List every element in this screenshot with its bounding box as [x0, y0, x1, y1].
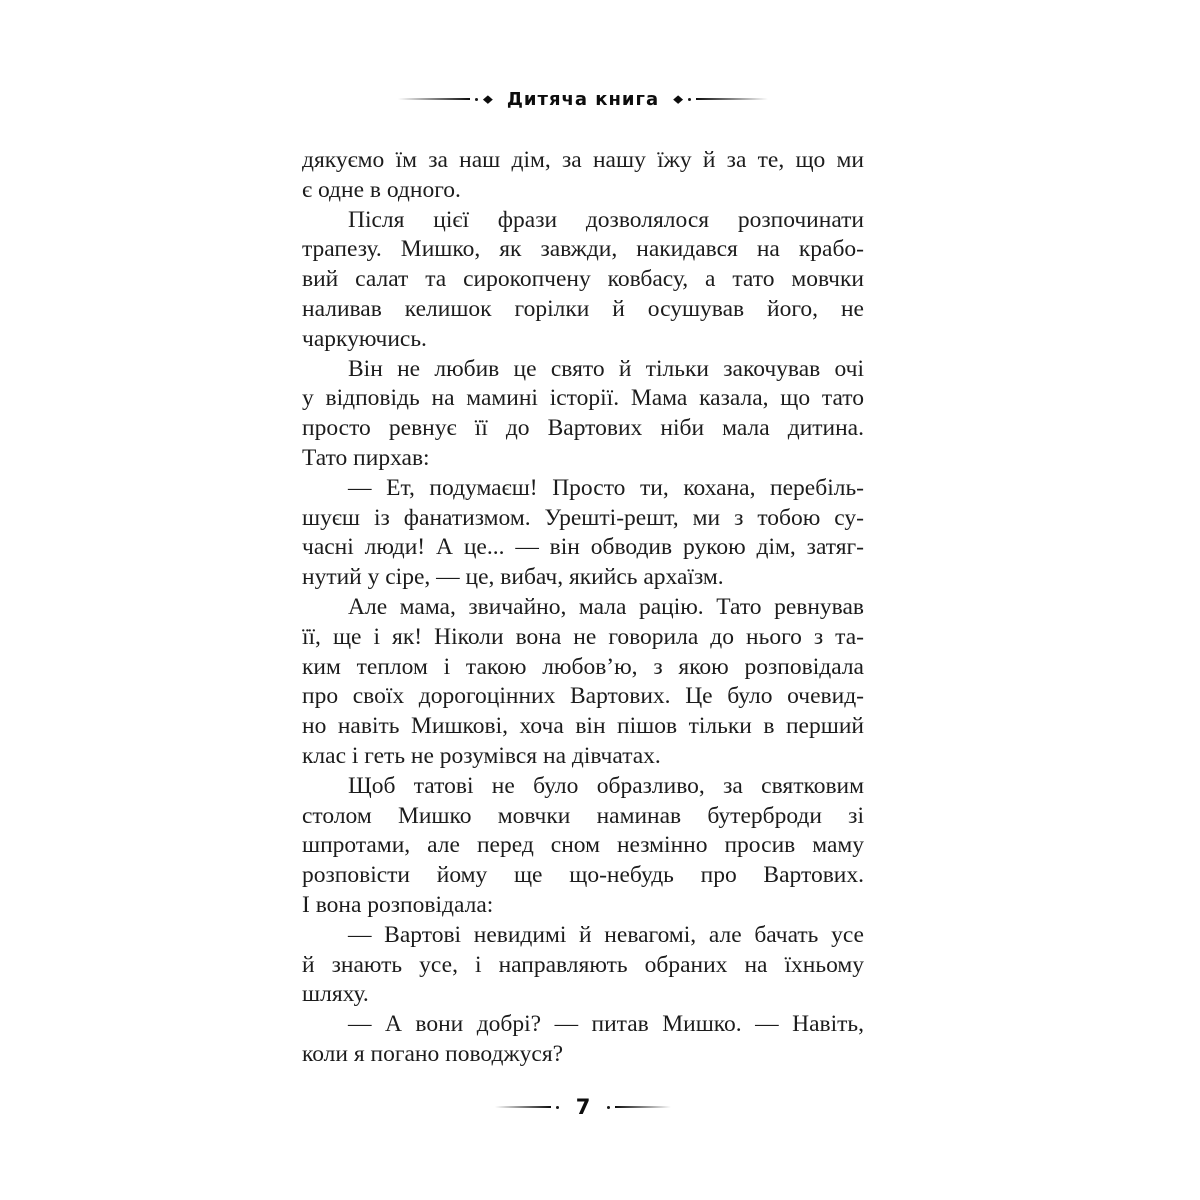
footer-rule-left	[495, 1106, 551, 1108]
diamond-icon-left: ◆	[482, 92, 493, 106]
text-line: нутий у сіре, — це, вибач, якийсь архаїзм.	[302, 564, 724, 591]
diamond-icon-right: ◆	[673, 92, 684, 106]
text-line: вий салат та сирокопчену ковбасу, а тато мовчки	[302, 266, 864, 293]
text-line: — Ет, подумаєш! Просто ти, кохана, перебіль-	[348, 474, 864, 501]
running-title: Дитяча книга	[506, 88, 660, 110]
text-line: коли я погано поводжуся?	[302, 1040, 564, 1067]
text-block	[302, 146, 864, 1070]
text-line: — Вартові невидимі й невагомі, але бачать усе	[348, 921, 864, 948]
text-line: столом Мишко мовчки наминав бутерброди зі	[302, 802, 864, 829]
text-line: шляху.	[302, 981, 369, 1008]
text-line: ким теплом і такою любов’ю, з якою розповідала	[302, 653, 864, 680]
text-line: клас і геть не розумівся на дівчатах.	[302, 742, 661, 769]
text-line: просто ревнує її до Вартових ніби мала дитина.	[302, 415, 864, 442]
text-line: шуєш із фанатизмом. Урешті-решт, ми з тобою су-	[302, 504, 864, 531]
text-line: трапезу. Мишко, як завжди, накидався на крабо-	[302, 236, 864, 263]
footer-rule-right	[615, 1106, 671, 1108]
page-header	[302, 84, 864, 114]
text-line: шпротами, але перед сном незмінно просив маму	[302, 832, 864, 859]
text-line: дякуємо їм за наш дім, за нашу їжу й за те, що ми	[302, 147, 864, 173]
page-footer	[302, 1092, 864, 1122]
header-rule-left	[398, 98, 470, 100]
text-line: є одне в одного.	[302, 176, 461, 203]
text-line: часні люди! А це... — він обводив рукою дім, затяг-	[302, 534, 864, 561]
text-line: Він не любив це свято й тільки закочував очі	[348, 355, 864, 382]
text-line: І вона розповідала:	[302, 891, 494, 918]
footer-dot-left	[556, 1106, 559, 1109]
text-line: но навіть Мишкові, хоча він пішов тільки в перший	[302, 713, 864, 740]
text-line: її, ще і як! Ніколи вона не говорила до нього з та-	[302, 623, 864, 650]
text-line: Тато пирхав:	[302, 444, 430, 471]
text-line: про своїх дорогоцінних Вартових. Це було очевид-	[302, 683, 864, 710]
header-dot-right	[688, 98, 691, 101]
text-line: Щоб татові не було образливо, за святковим	[348, 772, 864, 799]
text-line: Але мама, звичайно, мала рацію. Тато ревнував	[348, 593, 864, 620]
text-line: — А вони добрі? — питав Мишко. — Навіть,	[348, 1011, 864, 1038]
footer-dot-right	[607, 1106, 610, 1109]
page-number: 7	[575, 1095, 591, 1119]
text-line: у відповідь на мамині історії. Мама казала, що тато	[302, 385, 864, 412]
text-line: розповісти йому ще що-небудь про Вартових.	[302, 862, 864, 889]
text-line: й знають усе, і направляють обраних на їхньому	[302, 951, 864, 978]
text-line: Після цієї фрази дозволялося розпочинати	[348, 206, 864, 233]
text-line: наливав келишок горілки й осушував його, не	[302, 295, 864, 322]
header-dot-left	[475, 98, 478, 101]
text-line: чаркуючись.	[302, 325, 427, 352]
header-rule-right	[696, 98, 768, 100]
